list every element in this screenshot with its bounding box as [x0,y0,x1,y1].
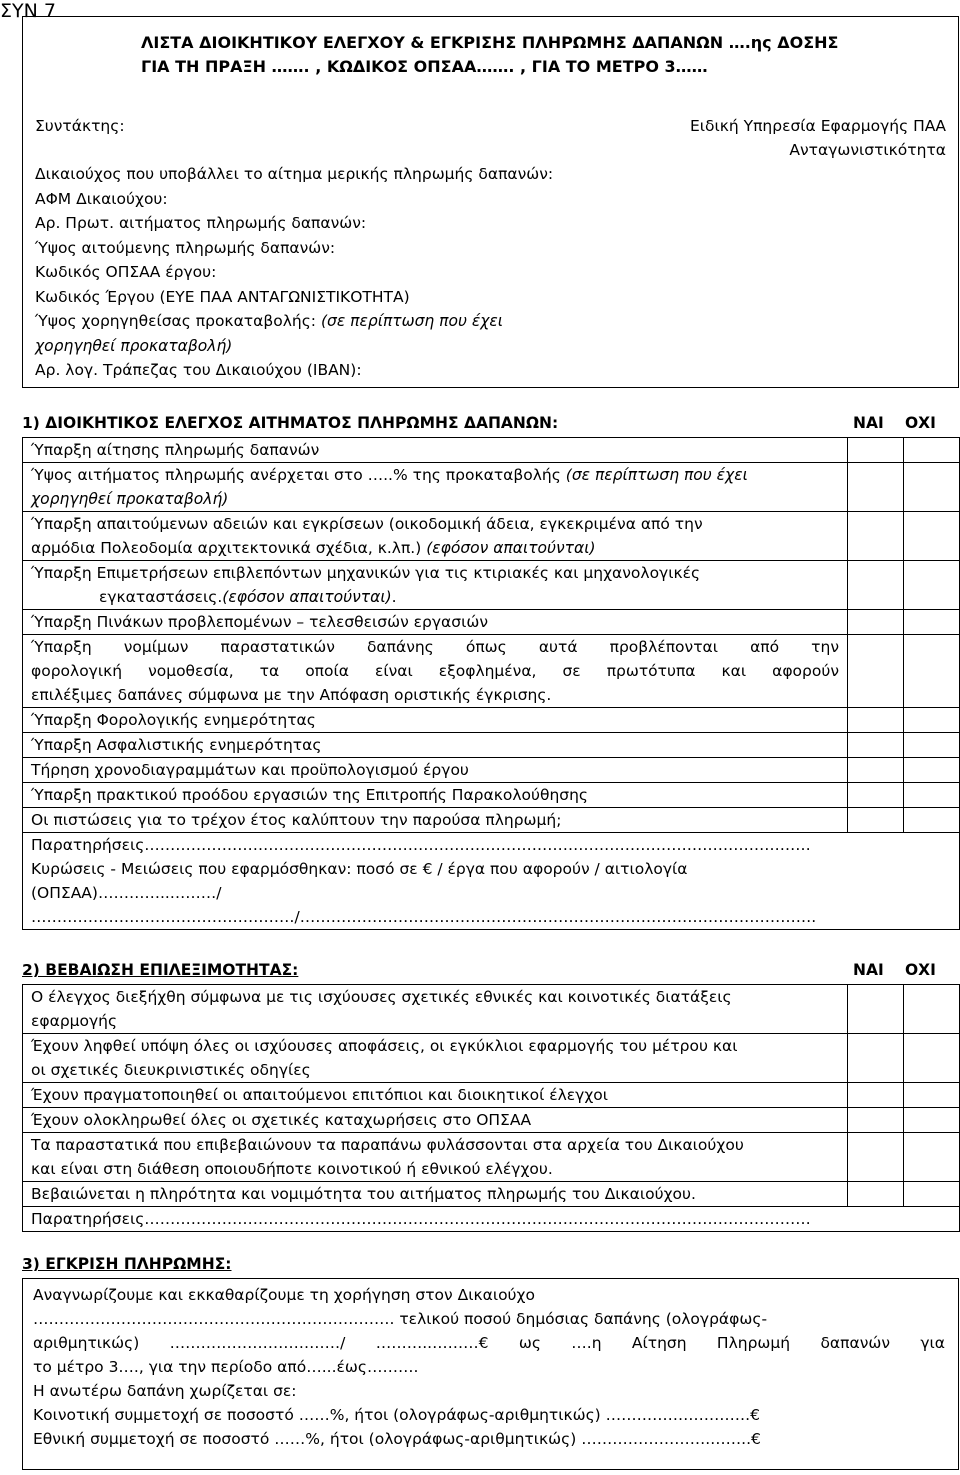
field-beneficiary: Δικαιούχος που υποβάλλει το αίτημα μερικής πληρωμής δαπανών: [35,165,554,183]
yes-checkbox[interactable] [848,1182,904,1207]
row-label [23,463,848,512]
row-note: (εφόσον απαιτούνται) [426,539,596,557]
authority-line1: Ειδική Υπηρεσία Εφαρμογής ΠΑΑ [689,117,946,135]
row-label: Οι πιστώσεις για το τρέχον έτος καλύπτουν την παρούσα πληρωμή; [23,808,848,833]
no-checkbox[interactable] [904,1034,960,1083]
yes-checkbox[interactable] [848,708,904,733]
field-opsaa-code: Κωδικός ΟΠΣΑΑ έργου: [35,263,217,281]
yes-checkbox[interactable] [848,512,904,561]
reductions-fill-2: ……………………………………………/………………………………………………………………………………………. [31,908,817,926]
section1-checklist [22,437,960,930]
notes-cell[interactable] [23,833,960,930]
yes-checkbox[interactable] [848,1034,904,1083]
row-text: Ύπαρξη νομίμων παραστατικών δαπάνης όπως αυτά προβλέπονται από την [31,638,839,656]
notes-label: Παρατηρήσεις………………………………………………………………………………………………………………… [31,1210,811,1228]
row-text-cont: οι σχετικές διευκρινιστικές οδηγίες [31,1061,311,1079]
approval-line: αριθμητικώς) ……………………………/ ………..………€ ως ….η Αίτηση Πληρωμή δαπανών για [33,1334,945,1352]
no-checkbox[interactable] [904,610,960,635]
no-checkbox[interactable] [904,512,960,561]
notes-cell[interactable] [23,1207,960,1232]
advance-note-cont: χορηγηθεί προκαταβολή) [35,337,233,355]
form-title-line1: ΛΙΣΤΑ ΔΙΟΙΚΗΤΙΚΟΥ ΕΛΕΓΧΟΥ & ΕΓΚΡΙΣΗΣ ΠΛΗΡΩΜΗΣ ΔΑΠΑΝΩΝ ….ης ΔΟΣΗΣ [141,33,839,52]
row-text: Ύπαρξη απαιτούμενων αδειών και εγκρίσεων (οικοδομική άδεια, εγκεκριμένα από την [31,515,703,533]
notes-row [23,1207,960,1232]
checklist-row [23,512,960,561]
row-label: Βεβαιώνεται η πληρότητα και νομιμότητα του αιτήματος πληρωμής του Δικαιούχου. [23,1182,848,1207]
notes-label: Παρατηρήσεις………………………………………………………………………………………………………………… [31,836,811,854]
no-checkbox[interactable] [904,985,960,1034]
checklist-row [23,610,960,635]
checklist-row [23,561,960,610]
yes-checkbox[interactable] [848,808,904,833]
no-checkbox[interactable] [904,733,960,758]
row-end: . [391,588,397,606]
field-tax-id: ΑΦΜ Δικαιούχου: [35,190,168,208]
form-title-line2: ΓΙΑ ΤΗ ΠΡΑΞΗ ……. , ΚΩΔΙΚΟΣ ΟΠΣΑΑ……. , ΓΙΑ ΤΟ ΜΕΤΡΟ 3…… [141,57,708,76]
field-requested-amount: Ύψος αιτούμενης πληρωμής δαπανών: [35,239,336,257]
yes-checkbox[interactable] [848,463,904,512]
yes-checkbox[interactable] [848,783,904,808]
header-box [22,16,959,388]
row-label [23,561,848,610]
no-checkbox[interactable] [904,1182,960,1207]
row-note-cont: χορηγηθεί προκαταβολή) [31,490,229,508]
checklist-row [23,463,960,512]
field-project-code: Κωδικός Έργου (ΕΥΕ ΠΑΑ ΑΝΤΑΓΩΝΙΣΤΙΚΟΤΗΤΑ) [35,288,410,306]
yes-checkbox[interactable] [848,1083,904,1108]
yes-checkbox[interactable] [848,610,904,635]
yes-checkbox[interactable] [848,1133,904,1182]
checklist-row [23,808,960,833]
reductions-label: Κυρώσεις - Μειώσεις που εφαρμόσθηκαν: ποσό σε € / έργα που αφορούν / αιτιολογία [31,860,688,878]
yes-checkbox[interactable] [848,635,904,708]
checklist-row [23,783,960,808]
checklist-row [23,985,960,1034]
row-label [23,985,848,1034]
no-checkbox[interactable] [904,635,960,708]
payment-approval-box [22,1278,959,1470]
approval-text [33,1283,945,1451]
row-note: (εφόσον απαιτούνται) [222,588,392,606]
row-label: Έχουν πραγματοποιηθεί οι απαιτούμενοι επιτόπιοι και διοικητικοί έλεγχοι [23,1083,848,1108]
row-label [23,512,848,561]
yes-checkbox[interactable] [848,438,904,463]
row-text: Ύπαρξη Επιμετρήσεων επιβλεπόντων μηχανικών για τις κτιριακές και μηχανολογικές [31,564,701,582]
field-protocol-number: Αρ. Πρωτ. αιτήματος πληρωμής δαπανών: [35,214,367,232]
section2-title: 2) ΒΕΒΑΙΩΣΗ ΕΠΙΛΕΞΙΜΟΤΗΤΑΣ: [22,961,299,979]
no-checkbox[interactable] [904,758,960,783]
advance-note: (σε περίπτωση που έχει [320,312,504,330]
yes-checkbox[interactable] [848,985,904,1034]
no-checkbox[interactable] [904,783,960,808]
row-label [23,1133,848,1182]
section3-title: 3) ΕΓΚΡΙΣΗ ΠΛΗΡΩΜΗΣ: [22,1255,232,1273]
checklist-row [23,1133,960,1182]
checklist-row [23,733,960,758]
row-label [23,1034,848,1083]
reductions-fill-1: (ΟΠΣΑΑ)…………..………/ [31,884,222,902]
section2-yes-header: ΝΑΙ [853,961,884,979]
yes-checkbox[interactable] [848,733,904,758]
row-label: Ύπαρξη Φορολογικής ενημερότητας [23,708,848,733]
row-label: Ύπαρξη πρακτικού προόδου εργασιών της Επιτροπής Παρακολούθησης [23,783,848,808]
document-label: ΣΥΝ 7 [0,0,56,22]
approval-line: το μέτρο 3…., για την περίοδο από…...έως………. [33,1358,419,1376]
no-checkbox[interactable] [904,438,960,463]
checklist-row [23,438,960,463]
approval-line: ……………………………………………………………. τελικού ποσού δημόσιας δαπάνης (ολογράφως- [33,1310,768,1328]
no-checkbox[interactable] [904,708,960,733]
row-label: Ύπαρξη Ασφαλιστικής ενημερότητας [23,733,848,758]
field-iban: Αρ. λογ. Τράπεζας του Δικαιούχου (IBAN): [35,361,362,379]
row-text: Τα παραστατικά που επιβεβαιώνουν τα παραπάνω φυλάσσονται στα αρχεία του Δικαιούχου [31,1136,744,1154]
row-text-cont: εγκαταστάσεις. [99,588,223,606]
field-author: Συντάκτης: [35,117,125,135]
section1-yes-header: ΝΑΙ [853,414,884,432]
approval-line: Αναγνωρίζουμε και εκκαθαρίζουμε τη χορήγηση στον Δικαιούχο [33,1286,535,1304]
checklist-row [23,708,960,733]
no-checkbox[interactable] [904,1108,960,1133]
field-advance-amount [35,309,645,333]
row-text: Ύψος αιτήματος πληρωμής ανέρχεται στο …..% της προκαταβολής [31,466,566,484]
section1-title: 1) ΔΙΟΙΚΗΤΙΚΟΣ ΕΛΕΓΧΟΣ ΑΙΤΗΜΑΤΟΣ ΠΛΗΡΩΜΗΣ ΔΑΠΑΝΩΝ: [22,414,559,432]
checklist-row [23,1108,960,1133]
row-note: (σε περίπτωση που έχει [565,466,748,484]
authority-line2: Ανταγωνιστικότητα [789,141,946,159]
checklist-row [23,1182,960,1207]
national-share-line: Εθνική συμμετοχή σε ποσοστό ……%, ήτοι (ολογράφως-αριθμητικώς) …………………….……..€ [33,1430,761,1448]
checklist-row [23,1034,960,1083]
no-checkbox[interactable] [904,1083,960,1108]
checklist-row [23,758,960,783]
row-text-end: επιλέξιμες δαπάνες σύμφωνα με την Απόφαση οριστικής έγκρισης. [31,686,552,704]
authority-block [690,114,946,162]
no-checkbox[interactable] [904,1133,960,1182]
yes-checkbox[interactable] [848,758,904,783]
row-label: Ύπαρξη αίτησης πληρωμής δαπανών [23,438,848,463]
no-checkbox[interactable] [904,808,960,833]
yes-checkbox[interactable] [848,561,904,610]
row-text: Έχουν ληφθεί υπόψη όλες οι ισχύουσες αποφάσεις, οι εγκύκλιοι εφαρμογής του μέτρου και [31,1037,738,1055]
no-checkbox[interactable] [904,561,960,610]
row-text-cont: φορολογική νομοθεσία, τα οποία είναι εξοφλημένα, σε πρωτότυπα και αφορούν [31,662,839,680]
checklist-row [23,1083,960,1108]
row-label [23,635,848,708]
row-label: Ύπαρξη Πινάκων προβλεπομένων – τελεσθεισών εργασιών [23,610,848,635]
community-share-line: Κοινοτική συμμετοχή σε ποσοστό ……%, ήτοι (ολογράφως-αριθμητικώς) ……………………….€ [33,1406,760,1424]
row-text-cont: αρμόδια Πολεοδομία αρχιτεκτονικά σχέδια, κ.λπ.) [31,539,427,557]
no-checkbox[interactable] [904,463,960,512]
approval-line: Η ανωτέρω δαπάνη χωρίζεται σε: [33,1382,297,1400]
row-text-cont: εφαρμογής [31,1012,118,1030]
section1-no-header: ΟΧΙ [905,414,936,432]
section2-no-header: ΟΧΙ [905,961,936,979]
advance-label: Ύψος χορηγηθείσας προκαταβολής: [35,312,321,330]
notes-row [23,833,960,930]
yes-checkbox[interactable] [848,1108,904,1133]
checklist-row [23,635,960,708]
row-label: Έχουν ολοκληρωθεί όλες οι σχετικές καταχωρήσεις στο ΟΠΣΑΑ [23,1108,848,1133]
row-text-cont: και είναι στη διάθεση οποιουδήποτε κοινοτικού ή εθνικού ελέγχου. [31,1160,553,1178]
row-label: Τήρηση χρονοδιαγραμμάτων και προϋπολογισμού έργου [23,758,848,783]
section2-checklist [22,984,960,1232]
row-text: Ο έλεγχος διεξήχθη σύμφωνα με τις ισχύουσες σχετικές εθνικές και κοινοτικές διατάξεις [31,988,732,1006]
